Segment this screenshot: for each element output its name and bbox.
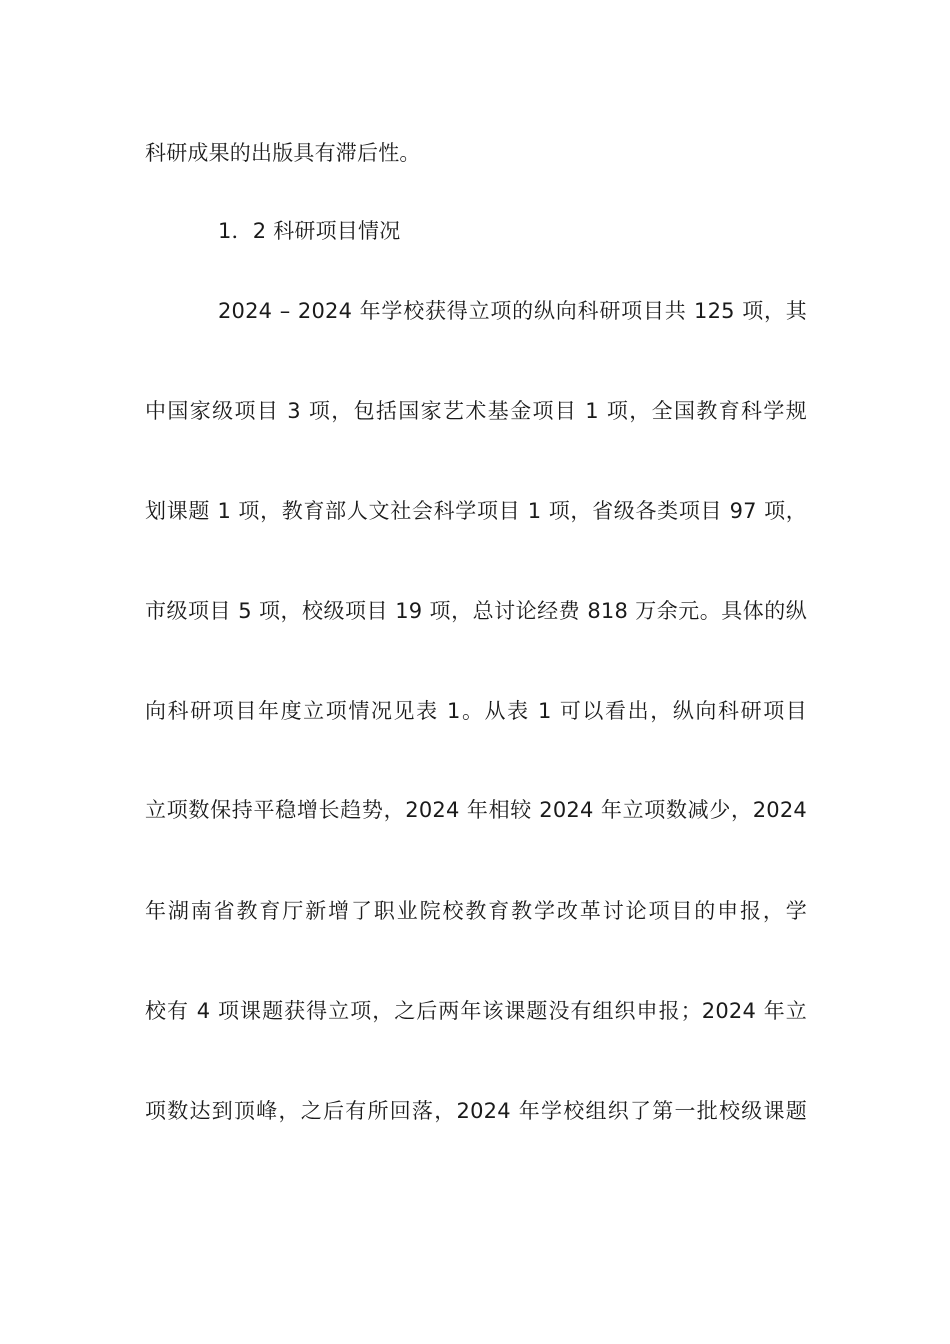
paragraph-line-first: 2024 – 2024 年学校获得立项的纵向科研项目共 125 项，其: [218, 299, 807, 323]
paragraph-line: 向科研项目年度立项情况见表 1。从表 1 可以看出，纵向科研项目: [145, 699, 807, 723]
paragraph-line: 立项数保持平稳增长趋势，2024 年相较 2024 年立项数减少，2024: [145, 798, 807, 822]
paragraph-line: 市级项目 5 项，校级项目 19 项，总讨论经费 818 万余元。具体的纵: [145, 599, 807, 623]
paragraph-line: 划课题 1 项，教育部人文社会科学项目 1 项，省级各类项目 97 项，: [145, 499, 807, 523]
paragraph-line: 年湖南省教育厅新增了职业院校教育教学改革讨论项目的申报，学: [145, 899, 807, 923]
paragraph-line: 项数达到顶峰，之后有所回落，2024 年学校组织了第一批校级课题: [145, 1099, 807, 1123]
paragraph-line-continuation: 科研成果的出版具有滞后性。: [145, 141, 421, 165]
section-heading: 1．2 科研项目情况: [218, 219, 401, 243]
paragraph-line: 校有 4 项课题获得立项，之后两年该课题没有组织申报；2024 年立: [145, 999, 807, 1023]
paragraph-line: 中国家级项目 3 项，包括国家艺术基金项目 1 项，全国教育科学规: [145, 399, 807, 423]
